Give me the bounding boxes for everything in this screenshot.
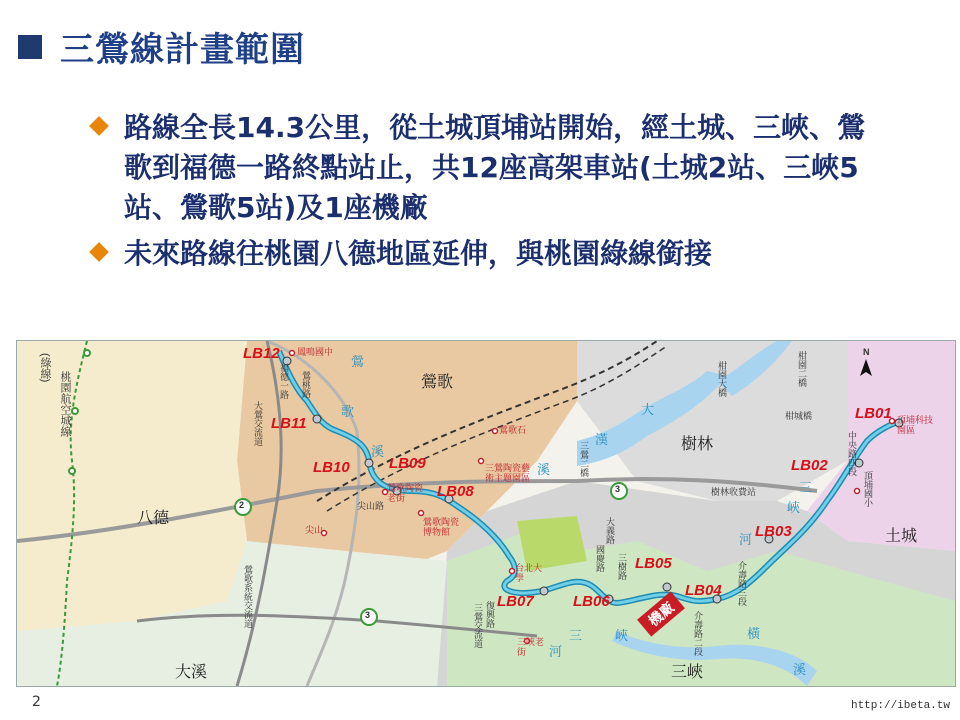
title-bar <box>18 22 305 71</box>
poi-label: 鶯歌陶瓷博物館 <box>423 517 460 537</box>
road-label: 福德一路 <box>279 363 289 399</box>
station-label: LB03 <box>755 523 792 540</box>
page-title: 三鶯線計畫範圍 <box>60 30 305 70</box>
road-label: 國慶路 <box>595 545 605 572</box>
poi-label: 鶯歌陶瓷老街 <box>387 483 424 503</box>
road-label: 三鶯二橋 <box>579 441 589 477</box>
route-2-shield: 2 <box>239 500 245 510</box>
bullet-item <box>88 108 908 228</box>
station-label: LB06 <box>573 593 610 610</box>
route-3-shield: 3 <box>615 484 621 494</box>
road-label: 頂埔國小 <box>863 471 873 507</box>
station-label: LB04 <box>685 582 722 599</box>
road-label: 三鶯交流道 <box>473 603 483 648</box>
place-yingge: 鶯歌 <box>421 374 454 391</box>
station-label: LB01 <box>855 405 892 422</box>
poi-label: 頂埔科技園區 <box>897 415 934 435</box>
river-label: 大 <box>641 402 655 417</box>
station-label: LB08 <box>437 483 474 500</box>
place-shulin: 樹林 <box>681 436 714 453</box>
road-label: 樹林收費站 <box>711 487 757 497</box>
station-label: LB05 <box>635 555 672 572</box>
road-label: 大鶯交流道 <box>253 401 263 446</box>
bullet-text: 路線全長14.3公里，從土城頂埔站開始，經土城、三峽、鶯歌到福德一路終點站止，共12座高架車站(土城2站、三峽5站、鶯歌5站)及1座機廠 <box>124 111 866 224</box>
station-label: LB02 <box>791 457 828 474</box>
station-label: LB10 <box>313 459 350 476</box>
place-tucheng: 土城 <box>885 528 918 545</box>
road-label: 復興路 <box>485 601 495 628</box>
diamond-bullet-icon <box>89 242 109 262</box>
poi-label: 鳳鳴國中 <box>297 347 334 357</box>
river-label: 三 <box>799 480 813 495</box>
road-label: 三樹路 <box>617 553 627 580</box>
page-number: 2 <box>32 694 41 710</box>
river-label: 溪 <box>793 662 807 677</box>
river-label: 橫 <box>747 626 761 641</box>
title-square-icon <box>18 35 42 59</box>
depot-marker: 機廠 <box>637 591 685 636</box>
place-bade: 八德 <box>137 510 170 527</box>
road-label: 鶯桃路 <box>301 371 311 398</box>
green-line-note: (綠線) <box>39 353 51 383</box>
river-label: 歌 <box>341 404 355 419</box>
river-label: 峽 <box>787 500 801 515</box>
bullet-list <box>88 108 908 280</box>
river-label: 溪 <box>537 462 551 477</box>
road-label: 柑城橋 <box>785 411 813 421</box>
river-label: 溪 <box>371 444 385 459</box>
road-label: 介壽路二段 <box>693 611 703 656</box>
road-label: 大義路 <box>605 517 615 544</box>
river-label: 峽 <box>615 628 629 643</box>
river-label: 河 <box>549 644 563 659</box>
poi-label: 三峽老街 <box>517 637 545 657</box>
station-label: LB11 <box>271 415 307 432</box>
road-label: 尖山路 <box>357 501 385 511</box>
watermark: http://ibeta.tw <box>850 700 950 712</box>
river-label: 河 <box>739 532 753 547</box>
route-3-shield: 3 <box>365 610 371 620</box>
river-label: 漢 <box>595 432 609 447</box>
river-label: 鶯 <box>351 354 365 369</box>
bullet-item <box>88 234 908 274</box>
route-map <box>16 340 956 687</box>
place-sanxia: 三峽 <box>671 664 704 681</box>
poi-label: 三鶯陶瓷藝術主題園區 <box>485 463 531 483</box>
poi-label: 尖山 <box>305 525 324 535</box>
road-label: 柑園大橋 <box>717 361 727 397</box>
river-label: 三 <box>569 628 583 643</box>
green-line-label: 桃園航空城線 <box>59 371 71 437</box>
station-label: LB07 <box>497 593 534 610</box>
bullet-text: 未來路線往桃園八德地區延伸，與桃園綠線銜接 <box>124 237 713 270</box>
poi-label: 台北大學 <box>515 563 543 583</box>
place-daxi: 大溪 <box>175 664 208 681</box>
road-label: 鶯歌系統交流道 <box>243 565 253 628</box>
station-label: LB09 <box>389 455 426 472</box>
north-label: N <box>863 347 870 357</box>
poi-label: 鶯歌石 <box>499 425 527 435</box>
diamond-bullet-icon <box>89 116 109 136</box>
road-label: 介壽路三段 <box>737 561 747 606</box>
station-label: LB12 <box>243 345 280 362</box>
road-label: 柑園二橋 <box>797 351 807 387</box>
road-label: 中央路四段 <box>847 431 857 476</box>
